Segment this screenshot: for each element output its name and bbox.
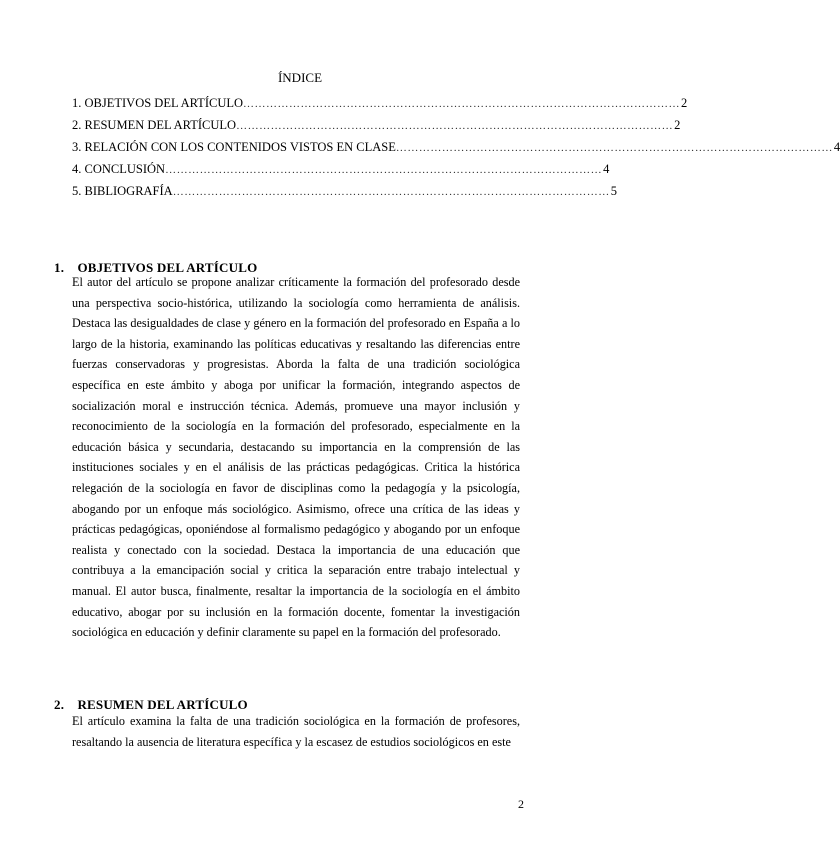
- toc-entry-label: 1. OBJETIVOS DEL ARTÍCULO: [72, 96, 244, 110]
- section-number: 2.: [54, 697, 65, 712]
- toc-leader-dots: ……………………………………………………………………………………………………: [236, 120, 674, 132]
- toc-entry-page: 2: [681, 96, 688, 110]
- section-number: 1.: [54, 260, 65, 275]
- toc-entry-page: 4: [833, 140, 840, 154]
- section-body: El autor del artículo se propone analizar críticamente la formación del profesorado desde una perspectiva socio-histórica, utilizando la sociología como herramienta de análisis. Destaca las desigualdades de clase y género en la formación del profesorado en España a lo largo de la historia, examinando las políticas educativas y resaltando las diferencias entre fuerzas conservadoras y progresistas. Aborda la falta de una tradición sociológica específica en este ámbito y aboga por unificar la formación, integrando aspectos de socialización moral e instrucción técnica. Además, promueve una mayor inclusión y reconocimiento de la sociología en la formación del profesorado, especialmente en la educación básica y secundaria, destacando su importancia en la comprensión de las instituciones sociales y en el análisis de las prácticas pedagógicas. Critica la histórica relegación de la sociología en favor de disciplinas como la pedagogía y la psicología, abogando por un enfoque más sociológico. Asimismo, ofrece una crítica de las ideas y prácticas pedagógicas, oponiéndose al formalismo pedagógico y abogando por un enfoque realista y conectado con la sociedad. Destaca la importancia de una educación que contribuya a la emancipación social y critica la separación entre trabajo intelectual y manual. El autor busca, finalmente, resaltar la importancia de la sociología en el ámbito educativo, abogar por su inclusión en la formación docente, fomentar la investigación sociológica en educación y definir claramente su papel en la formación del profesorado.: [72, 275, 520, 640]
- toc-entry-page: 5: [610, 184, 617, 198]
- toc-entry[interactable]: [72, 136, 840, 158]
- section-title: RESUMEN DEL ARTÍCULO: [77, 697, 248, 712]
- page-number: 2: [518, 797, 524, 811]
- section-body: El artículo examina la falta de una tradición sociológica en la formación de profesores, resaltando la ausencia de literatura específica y la escasez de estudios sociológicos en este: [72, 714, 520, 749]
- table-of-contents: [72, 92, 840, 202]
- toc-leader-dots: ……………………………………………………………………………………………………: [165, 164, 603, 176]
- toc-title: ÍNDICE: [277, 70, 323, 85]
- section-title: OBJETIVOS DEL ARTÍCULO: [77, 260, 258, 275]
- toc-entry-label: 5. BIBLIOGRAFÍA: [72, 184, 173, 198]
- toc-leader-dots: ……………………………………………………………………………………………………: [243, 98, 681, 110]
- toc-entry-label: 3. RELACIÓN CON LOS CONTENIDOS VISTOS EN CLASE: [72, 140, 396, 154]
- toc-entry-label: 4. CONCLUSIÓN: [72, 162, 166, 176]
- toc-entry-label: 2. RESUMEN DEL ARTÍCULO: [72, 118, 237, 132]
- toc-entry[interactable]: [72, 158, 610, 180]
- toc-entry[interactable]: [72, 114, 681, 136]
- toc-entry-page: 2: [674, 118, 681, 132]
- toc-leader-dots: ……………………………………………………………………………………………………: [395, 142, 833, 154]
- toc-leader-dots: ……………………………………………………………………………………………………: [172, 186, 610, 198]
- toc-entry[interactable]: [72, 92, 688, 114]
- toc-entry-page: 4: [603, 162, 610, 176]
- toc-entry[interactable]: [72, 180, 617, 202]
